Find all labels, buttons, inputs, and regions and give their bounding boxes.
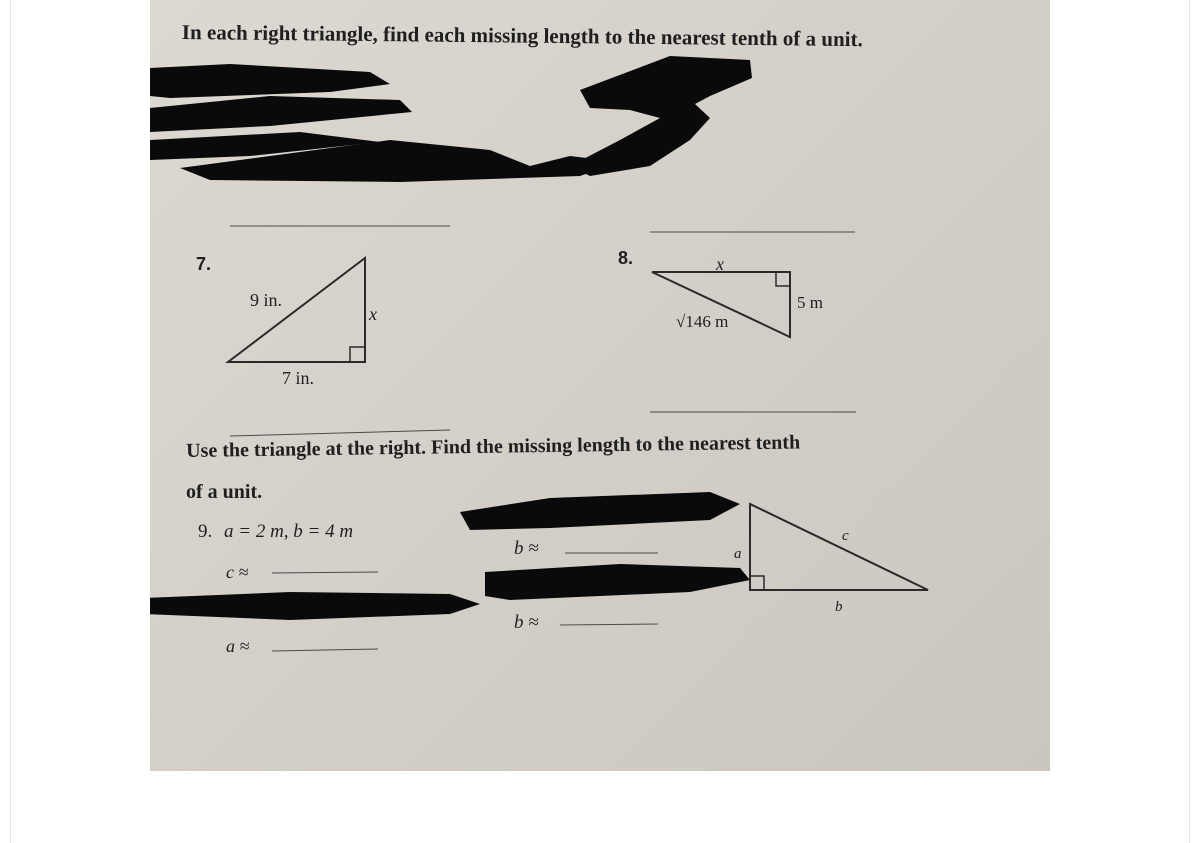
section2-instruction-line1: Use the triangle at the right. Find the missing length to the nearest tenth (186, 431, 801, 462)
triangle-a-label: a (734, 546, 742, 562)
redaction-mark-top (150, 56, 752, 182)
a-prompt: a ≈ (226, 636, 250, 656)
section2-instruction-line2: of a unit. (186, 481, 263, 503)
problem-9-number: 9. (198, 521, 213, 542)
reference-triangle (750, 504, 928, 590)
problem-7-base-label: 7 in. (282, 368, 315, 388)
instruction-text: In each right triangle, find each missing length to the nearest tenth of a unit. (181, 20, 863, 52)
c-prompt: c ≈ (226, 562, 249, 582)
b-prompt-1: b ≈ (514, 538, 539, 559)
left-border (10, 0, 11, 843)
c-answer-line (272, 572, 378, 573)
problem-9-given: a = 2 m, b = 4 m (224, 521, 354, 542)
a-answer-line (272, 649, 378, 651)
problem-8-hyp-label: √146 m (676, 312, 729, 331)
triangle-7 (228, 258, 365, 362)
problem-8-number: 8. (618, 248, 634, 268)
redaction-mark-bottom (150, 492, 750, 620)
problem-7-x-label: x (369, 304, 377, 324)
worksheet-photo (150, 0, 1050, 771)
problem-7-number: 7. (196, 254, 212, 274)
b-prompt-2: b ≈ (514, 612, 539, 633)
triangle-c-label: c (842, 528, 849, 544)
problem-8-side-label: 5 m (797, 293, 823, 312)
answer-line-7b (230, 430, 450, 436)
problem-8-x-label: x (716, 254, 724, 274)
problem-7-hyp-label: 9 in. (250, 290, 283, 310)
triangle-b-label: b (835, 599, 843, 615)
b-answer-line-2 (560, 624, 658, 625)
right-border (1189, 0, 1190, 843)
